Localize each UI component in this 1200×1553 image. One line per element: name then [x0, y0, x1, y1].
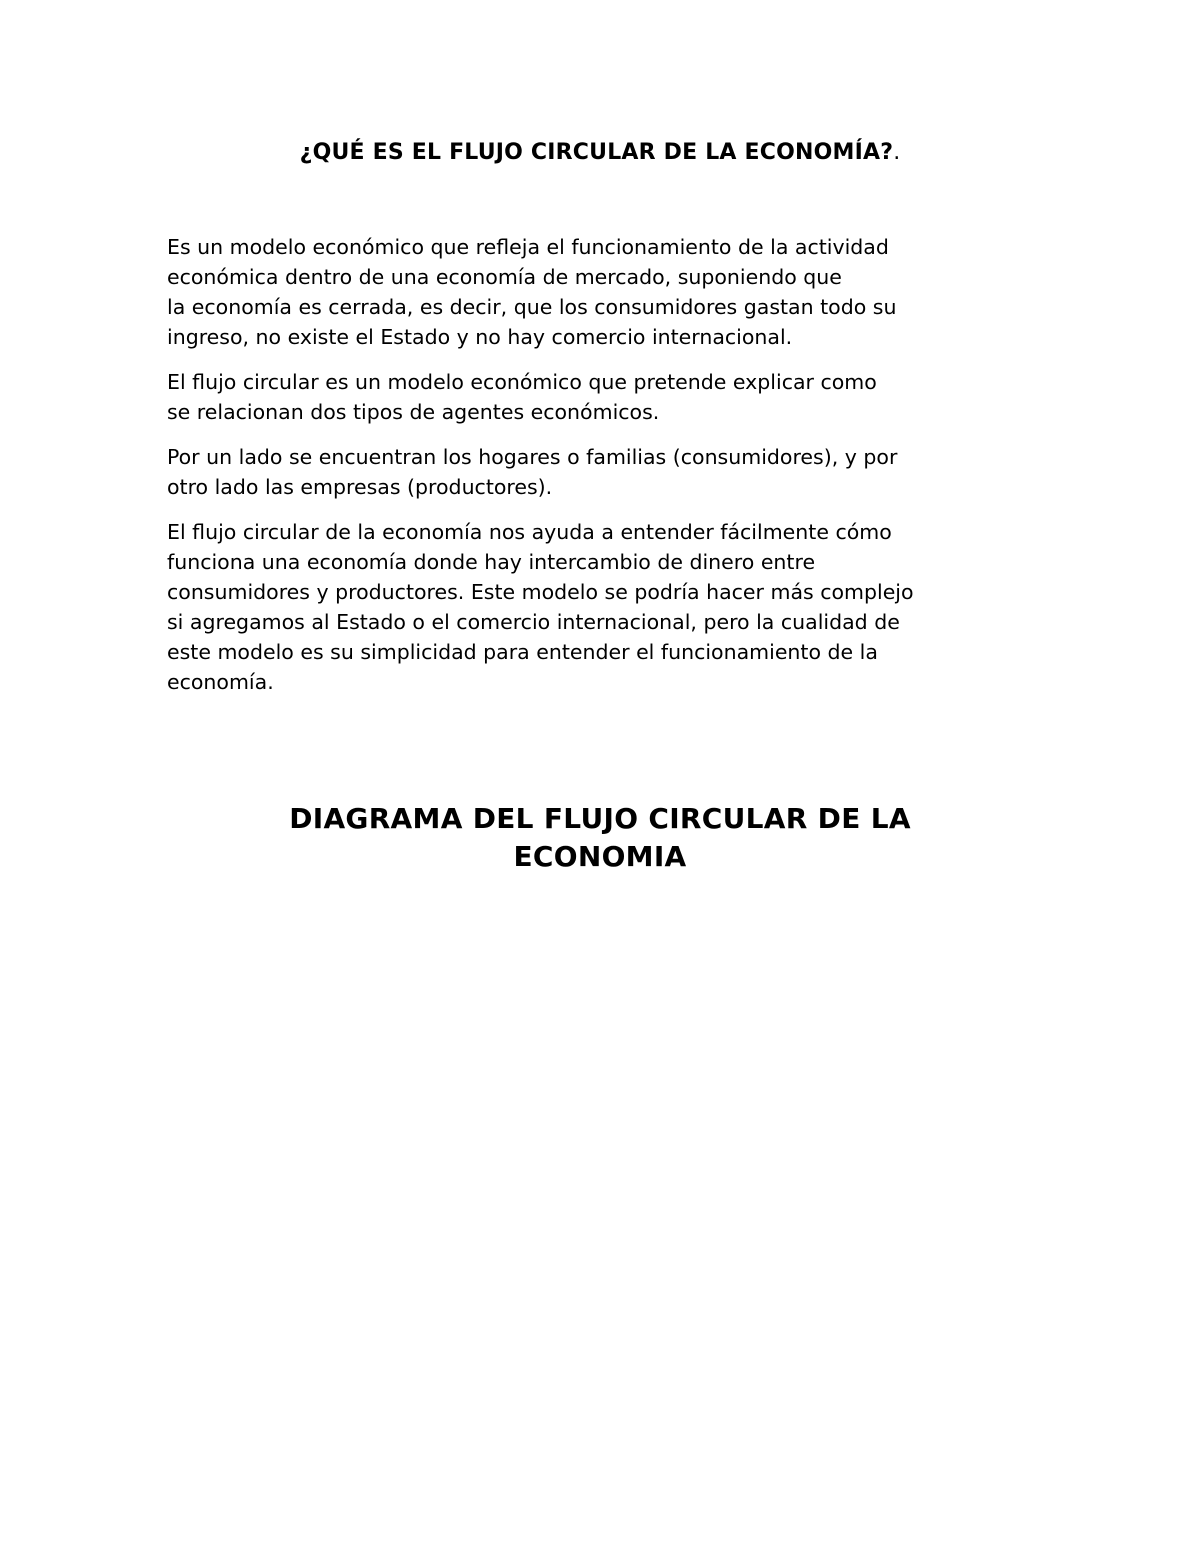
paragraph-line: ingreso, no existe el Estado y no hay comercio internacional. — [167, 325, 793, 349]
paragraph-line: este modelo es su simplicidad para entender el funcionamiento de la — [167, 640, 878, 664]
paragraph-line: se relacionan dos tipos de agentes económicos. — [167, 400, 660, 424]
paragraph-2 — [167, 367, 1047, 427]
paragraph-line: economía. — [167, 670, 274, 694]
paragraph-line: si agregamos al Estado o el comercio internacional, pero la cualidad de — [167, 610, 900, 634]
paragraph-line: la economía es cerrada, es decir, que los consumidores gastan todo su — [167, 295, 897, 319]
section-heading-line: ECONOMIA — [513, 840, 687, 873]
section-heading — [0, 800, 1200, 876]
paragraph-line: El flujo circular es un modelo económico que pretende explicar como — [167, 370, 877, 394]
paragraph-line: económica dentro de una economía de mercado, suponiendo que — [167, 265, 842, 289]
paragraph-4 — [167, 517, 1047, 697]
section-heading-line: DIAGRAMA DEL FLUJO CIRCULAR DE LA — [289, 802, 911, 835]
paragraph-1 — [167, 232, 1047, 352]
document-title — [0, 140, 1200, 165]
document-body — [167, 232, 1047, 712]
paragraph-3 — [167, 442, 1047, 502]
paragraph-line: Por un lado se encuentran los hogares o familias (consumidores), y por — [167, 445, 898, 469]
paragraph-line: El flujo circular de la economía nos ayuda a entender fácilmente cómo — [167, 520, 892, 544]
paragraph-line: otro lado las empresas (productores). — [167, 475, 553, 499]
paragraph-line: Es un modelo económico que refleja el funcionamiento de la actividad — [167, 235, 889, 259]
paragraph-line: funciona una economía donde hay intercambio de dinero entre — [167, 550, 816, 574]
document-title-suffix: . — [893, 140, 901, 165]
paragraph-line: consumidores y productores. Este modelo se podría hacer más complejo — [167, 580, 914, 604]
document-title-text: ¿QUÉ ES EL FLUJO CIRCULAR DE LA ECONOMÍA? — [299, 140, 894, 165]
